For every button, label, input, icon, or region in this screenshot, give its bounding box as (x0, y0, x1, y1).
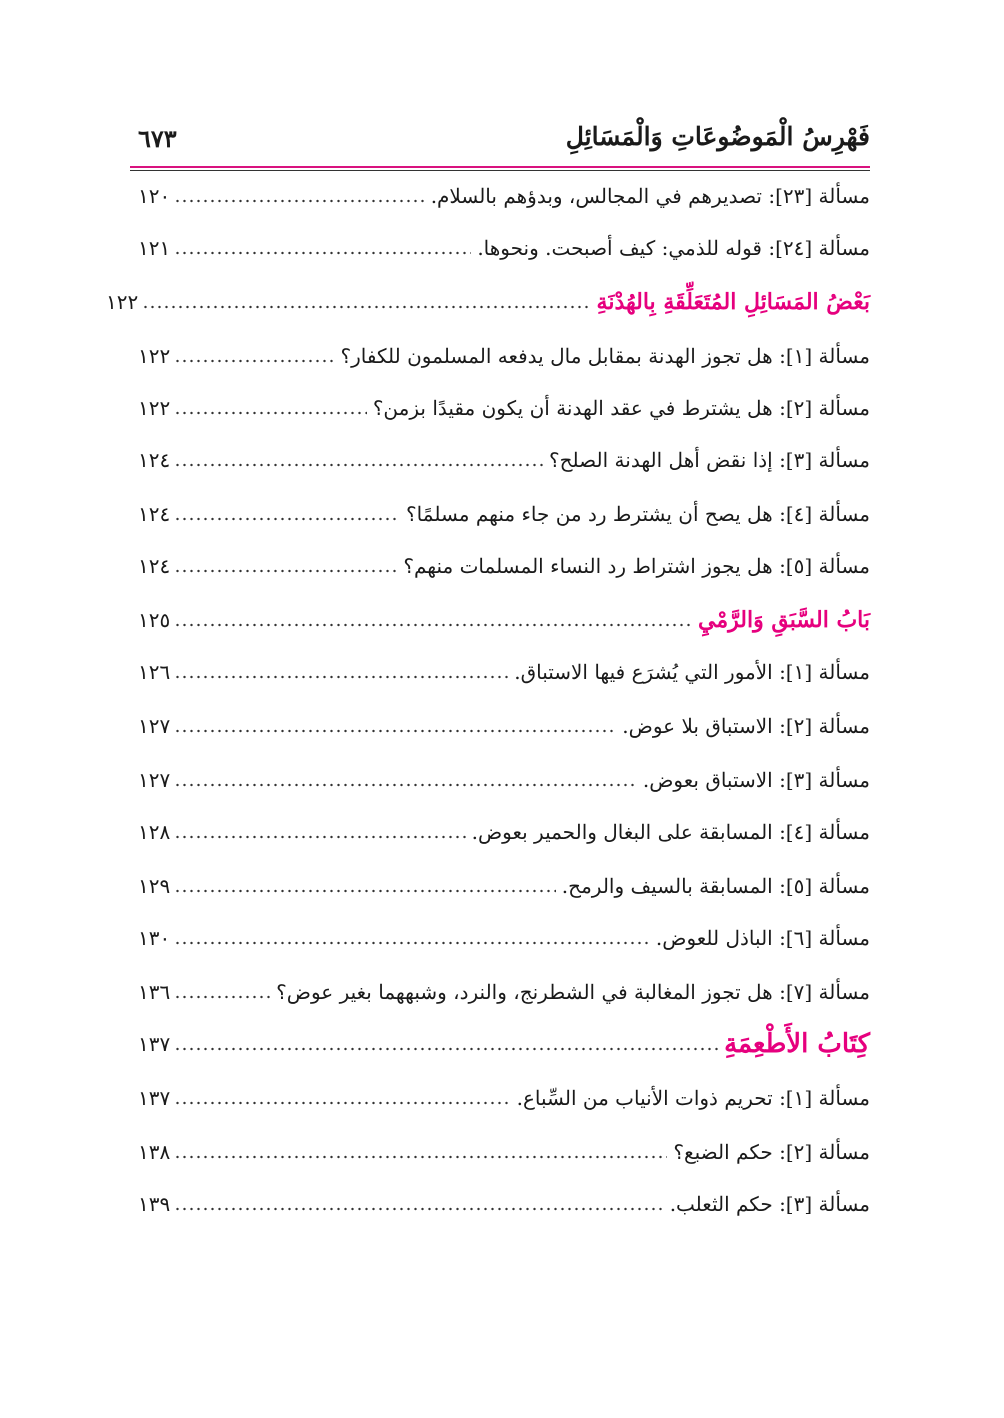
toc-entry (138, 546, 870, 586)
dot-leader (174, 889, 556, 893)
dot-leader (174, 1101, 510, 1105)
dot-leader (174, 1207, 663, 1211)
toc-entry-title: مسألة [٤]: هل يصح أن يشترط رد من جاء منهم مسلمًا؟ (406, 502, 870, 526)
toc-entry (138, 972, 870, 1012)
dot-leader (174, 569, 397, 573)
toc-entry-title: مسألة [٦]: الباذل للعوض. (655, 926, 870, 950)
running-title: فَهْرِسُ الْمَوضُوعَاتِ وَالْمَسَائِلِ (565, 122, 870, 151)
dot-leader (174, 199, 424, 203)
toc-entry-title: بَابُ السَّبَقِ وَالرَّمْيِ (698, 607, 870, 633)
toc-page-number: ١٢٢ (106, 290, 139, 314)
dot-leader (174, 835, 465, 839)
toc-entry (138, 388, 870, 428)
toc-entry (138, 706, 870, 746)
toc-entry-title: مسألة [٣]: إذا نقض أهل الهدنة الصلح؟ (549, 448, 870, 472)
toc-page-number: ١٣٧ (138, 1032, 171, 1056)
toc-entry (138, 760, 870, 800)
dot-leader (174, 359, 334, 363)
dot-leader (174, 251, 471, 255)
toc-entry-title: مسألة [٥]: المسابقة بالسيف والرمح. (561, 874, 870, 898)
toc-entry-title: مسألة [٣]: الاستباق بعوض. (642, 768, 870, 792)
toc-entry (138, 866, 870, 906)
toc-page-number: ١٢١ (138, 236, 171, 260)
toc-page-number: ١٢٦ (138, 660, 171, 684)
toc-entry (138, 494, 870, 534)
page-number: ٦٧٣ (138, 124, 177, 153)
toc-entry (138, 918, 870, 958)
dot-leader (174, 995, 270, 999)
dot-leader (174, 463, 543, 467)
toc-page-number: ١٢٧ (138, 768, 171, 792)
dot-leader (142, 305, 590, 309)
toc-entry-title: مسألة [٢]: هل يشترط في عقد الهدنة أن يكون مقيدًا بزمن؟ (372, 396, 870, 420)
toc-page-number: ١٢٢ (138, 396, 171, 420)
toc-entry (138, 812, 870, 852)
toc-entry (138, 440, 870, 480)
toc-entry-title: مسألة [١]: الأمور التي يُشرَع فيها الاستباق. (514, 660, 870, 684)
toc-page-number: ١٢٥ (138, 608, 171, 632)
toc-entry-title: مسألة [٤]: المسابقة على البغال والحمير بعوض. (471, 820, 870, 844)
dot-leader (174, 675, 508, 679)
toc-entry (138, 228, 870, 268)
dot-leader (174, 623, 692, 627)
toc-entry (138, 652, 870, 692)
toc-section-heading (138, 1024, 870, 1064)
dot-leader (174, 517, 400, 521)
header-rule-dark (130, 170, 870, 171)
toc-page-number: ١٣٨ (138, 1140, 171, 1164)
toc-entry-title: مسألة [٢]: حكم الضبع؟ (673, 1140, 870, 1164)
toc-page-number: ١٣٠ (138, 926, 171, 950)
dot-leader (174, 411, 367, 415)
toc-page-number: ١٢٤ (138, 502, 171, 526)
dot-leader (174, 783, 637, 787)
toc-page-number: ١٢٠ (138, 184, 171, 208)
toc-page-number: ١٣٩ (138, 1192, 171, 1216)
header-rule-pink (130, 166, 870, 168)
toc-entry (138, 1132, 870, 1172)
toc-entry-title: كِتَابُ الأَطْعِمَةِ (724, 1029, 870, 1059)
toc-page-number: ١٢٤ (138, 554, 171, 578)
dot-leader (174, 729, 616, 733)
toc-page-number: ١٣٧ (138, 1086, 171, 1110)
toc-entry-title: مسألة [٥]: هل يجوز اشتراط رد النساء المسلمات منهم؟ (403, 554, 870, 578)
toc-entry (138, 1078, 870, 1118)
toc-entry-title: مسألة [٢]: الاستباق بلا عوض. (622, 714, 870, 738)
toc-entry (138, 1184, 870, 1224)
toc-section-heading (138, 600, 870, 640)
toc-page-number: ١٢٩ (138, 874, 171, 898)
toc-section-heading (106, 282, 870, 322)
toc-entry-title: مسألة [٢٤]: قوله للذمي: كيف أصبحت. ونحوها. (477, 236, 870, 260)
toc-entry-title: بَعْضُ المَسَائِلِ المُتَعَلِّقَةِ بِالهُدْنَةِ (596, 289, 870, 315)
page-header (130, 118, 870, 164)
dot-leader (174, 1155, 667, 1159)
dot-leader (174, 1047, 718, 1051)
toc-page-number: ١٢٨ (138, 820, 171, 844)
toc-entry (138, 176, 870, 216)
toc-entry-title: مسألة [١]: تحريم ذوات الأنياب من السِّباع. (516, 1086, 870, 1110)
toc-page-number: ١٢٤ (138, 448, 171, 472)
toc-entry-title: مسألة [٢٣]: تصديرهم في المجالس، وبدؤهم بالسلام. (430, 184, 870, 208)
toc-entry-title: مسألة [٧]: هل تجوز المغالبة في الشطرنج، والنرد، وشبههما بغير عوض؟ (276, 980, 870, 1004)
toc-page-number: ١٢٢ (138, 344, 171, 368)
toc-entry-title: مسألة [٣]: حكم الثعلب. (669, 1192, 870, 1216)
toc-entry-title: مسألة [١]: هل تجوز الهدنة بمقابل مال يدفعه المسلمون للكفار؟ (340, 344, 870, 368)
toc-page-number: ١٣٦ (138, 980, 171, 1004)
toc-entry (138, 336, 870, 376)
dot-leader (174, 941, 650, 945)
toc-page-number: ١٢٧ (138, 714, 171, 738)
